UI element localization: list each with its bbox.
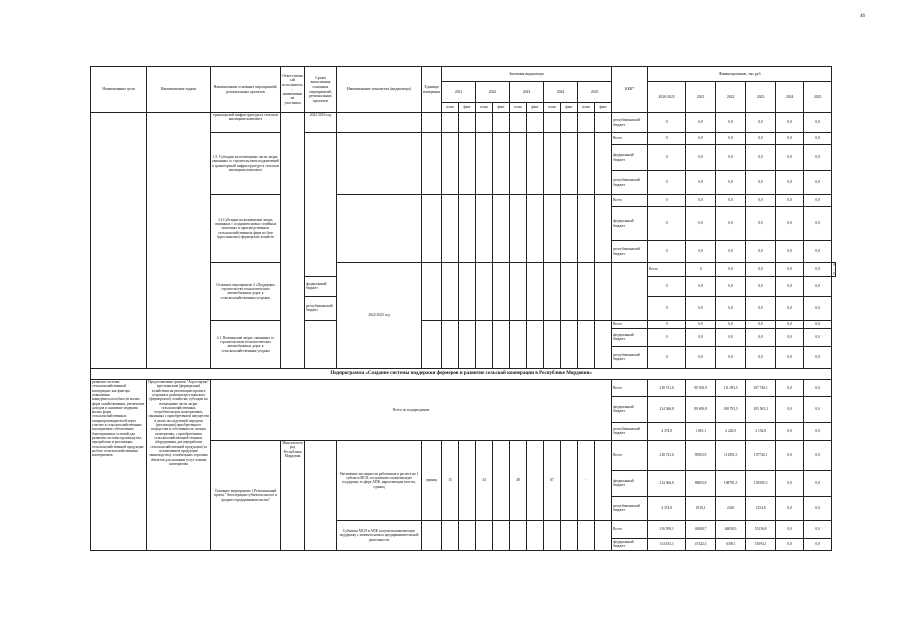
fin-value: 0,0 bbox=[716, 328, 746, 346]
fin-value: 0,0 bbox=[716, 207, 746, 241]
fin-value: 0,0 bbox=[746, 145, 776, 171]
kbk-cell: федеральный бюджет bbox=[305, 276, 337, 296]
fin-value: 214 366,8 bbox=[648, 470, 686, 496]
fin-value: 48408,7 bbox=[686, 520, 716, 538]
activity-cell: Основное мероприятие 1 Региональный проект "Акселерация субъектов малого и среднего предпринимательства" bbox=[211, 440, 281, 550]
indicator-cell: Субъекты МСП в АПК получили комплексную поддержку с момента начала предпринимательской деятельности bbox=[337, 520, 422, 550]
header-fin-year: 2023 bbox=[746, 82, 776, 113]
fin-value: 0 bbox=[648, 113, 686, 133]
empty-cell bbox=[281, 113, 305, 369]
fin-value: 0,0 bbox=[686, 276, 716, 296]
fin-value: 0,0 bbox=[776, 440, 804, 470]
fin-value: 1810,1 bbox=[686, 496, 716, 520]
table-row bbox=[91, 379, 836, 396]
activity-cell: Основное мероприятие 4 «Поддержка строительства технологических автомобильных дорог к сельскохозяйственным угодьям» bbox=[211, 263, 281, 321]
responsible-cell: Минсельхозпрод Республики Мордовия bbox=[281, 440, 305, 550]
fin-value: 0 bbox=[648, 171, 686, 195]
fin-value: 114 633,1 bbox=[648, 538, 686, 550]
fin-value: 0,0 bbox=[776, 276, 804, 296]
plan-value: 34 bbox=[476, 440, 493, 520]
fin-value: 0,0 bbox=[716, 346, 746, 368]
fin-value: 4 374,8 bbox=[648, 496, 686, 520]
fin-value: 0,0 bbox=[686, 195, 716, 207]
fin-value: 108 781,5 bbox=[716, 396, 746, 422]
fin-value: 0 bbox=[648, 328, 686, 346]
empty-cell bbox=[147, 113, 211, 369]
header-year: 2023 bbox=[510, 82, 544, 103]
fin-value: 0,0 bbox=[776, 296, 804, 320]
fin-value: 0,0 bbox=[804, 263, 832, 277]
header-plan: план bbox=[476, 103, 493, 113]
activity-cell: транспортной инфраструктуры в сельском жилищном комплексе bbox=[211, 113, 281, 133]
fin-value: 214 366,8 bbox=[648, 396, 686, 422]
fin-value: 0,0 bbox=[804, 296, 832, 320]
header-plan: план bbox=[578, 103, 595, 113]
fin-value: 0,0 bbox=[804, 520, 832, 538]
kbk-cell: федеральный бюджет bbox=[612, 145, 648, 171]
fin-value: 0,0 bbox=[716, 320, 746, 328]
header-responsible: Ответственный исполнитель, наименование участника bbox=[281, 67, 305, 113]
fin-value: 0,0 bbox=[804, 346, 832, 368]
fin-value: 0 bbox=[648, 133, 686, 145]
kbk-cell: Всего bbox=[612, 133, 648, 145]
fin-value: 0 bbox=[686, 263, 716, 277]
header-kbk: КБК* bbox=[612, 67, 648, 113]
fin-value: 0,0 bbox=[776, 396, 804, 422]
fin-value: 0,0 bbox=[716, 276, 746, 296]
plan-value: 15 bbox=[442, 440, 459, 520]
header-fin-year: 2022 bbox=[716, 82, 746, 113]
plan-value: 67 bbox=[544, 440, 561, 520]
kbk-cell: Всего bbox=[612, 520, 648, 538]
fin-value: 0,0 bbox=[776, 145, 804, 171]
kbk-cell: Всего bbox=[612, 320, 648, 328]
fin-value: 0,0 bbox=[776, 470, 804, 496]
header-indicator: Наименование показателя (индикатора) bbox=[337, 67, 422, 113]
kbk-cell: федеральный бюджет bbox=[612, 470, 648, 496]
kbk-cell: республиканский бюджет bbox=[305, 296, 337, 320]
header-fact: факт bbox=[595, 103, 612, 113]
fin-value: 2154,8 bbox=[746, 496, 776, 520]
fin-value: 0,0 bbox=[746, 195, 776, 207]
activity-cell: 1.5. Субсидии на возмещение части затрат, связанных со строительством подключений к транспортной инфраструктуре в сельском жилищном комплексе bbox=[211, 133, 281, 195]
fin-value: 0,0 bbox=[686, 133, 716, 145]
fin-value: 0,0 bbox=[686, 320, 716, 328]
empty-cell bbox=[305, 133, 337, 277]
fin-value: 0,0 bbox=[804, 113, 832, 133]
goal-cell: развитие системы сельскохозяйственной кооперации, как фактора повышения конкурентоспособности малых форм хозяйствования, увеличение доходов и снижение издержек малых форм сельскохозяйственных товаропроизводителей через участие в сельскохозяйственных кооперативах; обеспечение благоприятных условий для развития системы производства, переработки и реализации сельскохозяйственной продукции на базе сельскохозяйственных кооперативов bbox=[91, 379, 147, 550]
plan-value: 48 bbox=[510, 440, 527, 520]
empty-cell bbox=[91, 113, 147, 369]
header-activity: Наименование основных мероприятий, региональных проектов bbox=[211, 67, 281, 113]
fin-value: 0 bbox=[648, 241, 686, 263]
fin-value: 0,0 bbox=[746, 241, 776, 263]
subprogram-title: Подпрограмма «Создание системы поддержки фермеров и развитие сельской кооперации в Республике Мордовия» bbox=[91, 368, 832, 379]
fin-value: 64058,3 bbox=[716, 520, 746, 538]
header-year: 2021 bbox=[442, 82, 476, 103]
table-row bbox=[91, 113, 836, 133]
fin-value: 90503,9 bbox=[686, 440, 716, 470]
header-plan: план bbox=[510, 103, 527, 113]
kbk-cell: Всего bbox=[612, 379, 648, 396]
fin-value: 0,0 bbox=[716, 171, 746, 195]
kbk-cell: республиканский бюджет bbox=[612, 241, 648, 263]
fin-value: 51094,1 bbox=[746, 538, 776, 550]
header-indicator-values: Значения индикатора bbox=[442, 67, 612, 82]
fin-value: 0,0 bbox=[804, 171, 832, 195]
fin-value: 0,0 bbox=[804, 276, 832, 296]
fin-value: 0,0 bbox=[746, 346, 776, 368]
fin-value: 0,0 bbox=[716, 296, 746, 320]
fin-value: 0,0 bbox=[746, 171, 776, 195]
fin-value: 105 565,3 bbox=[746, 396, 776, 422]
fin-value: 0,0 bbox=[686, 171, 716, 195]
fin-value: 111001,5 bbox=[716, 440, 746, 470]
fin-value: 1 810,1 bbox=[686, 422, 716, 440]
fin-value: 0,0 bbox=[716, 145, 746, 171]
header-fact: факт bbox=[493, 103, 510, 113]
unit-cell: единиц bbox=[422, 440, 442, 520]
fin-value: 0,0 bbox=[746, 328, 776, 346]
fin-value: 0,0 bbox=[716, 241, 746, 263]
page-number: 46 bbox=[860, 14, 865, 19]
kbk-cell: федеральный бюджет bbox=[612, 396, 648, 422]
header-fin-year: 2025 bbox=[804, 82, 832, 113]
fin-value: 0,0 bbox=[804, 195, 832, 207]
fin-value: 0,0 bbox=[686, 145, 716, 171]
fin-value: 0 bbox=[648, 195, 686, 207]
kbk-cell: республиканский бюджет bbox=[612, 346, 648, 368]
kbk-cell: федеральный бюджет bbox=[612, 328, 648, 346]
fin-value: 0,0 bbox=[776, 207, 804, 241]
fin-value: 2220 bbox=[716, 496, 746, 520]
header-financing: Финансирование, тыс.руб bbox=[648, 67, 832, 82]
fin-value: 0,0 bbox=[716, 113, 746, 133]
fin-value: 0,0 bbox=[776, 379, 804, 396]
fin-value: 0,0 bbox=[804, 422, 832, 440]
deadline-cell: 2022-2023 год bbox=[305, 113, 337, 133]
header-year: 2024 bbox=[544, 82, 578, 103]
fin-value: 0,0 bbox=[804, 320, 832, 328]
fin-value: 0,0 bbox=[804, 379, 832, 396]
fin-value: 0,0 bbox=[776, 496, 804, 520]
fin-value: 0 bbox=[648, 320, 686, 328]
header-fin-year: 2020-2025 bbox=[648, 82, 686, 113]
fin-value: 47442,3 bbox=[686, 538, 716, 550]
fin-value: 0,0 bbox=[804, 241, 832, 263]
fin-value: 0,0 bbox=[776, 328, 804, 346]
fin-value: 0,0 bbox=[716, 133, 746, 145]
kbk-cell: федеральный бюджет bbox=[612, 538, 648, 550]
program-table bbox=[90, 66, 836, 551]
fin-value: 53136,8 bbox=[746, 520, 776, 538]
subprogram-row bbox=[91, 368, 836, 379]
kbk-cell: республиканский бюджет bbox=[612, 422, 648, 440]
header-unit: Единица измерения bbox=[422, 67, 442, 113]
activity-cell: 4.1. Возмещение затрат, связанных со строительством технологических автомобильных дорог к сельскохозяйственным угодьям bbox=[211, 320, 281, 368]
fin-value: 0,0 bbox=[804, 470, 832, 496]
fin-value: 105585,3 bbox=[746, 470, 776, 496]
kbk-cell: федеральный бюджет bbox=[612, 207, 648, 241]
fin-value: 0,0 bbox=[776, 263, 804, 277]
indicator-cell: Увеличение численности работников в расчете на 1 субъекта МСП, получившего комплексную поддержку в сфере АПК, нарастающим итогом, единиц bbox=[337, 440, 422, 520]
fin-value: 0 bbox=[648, 145, 686, 171]
fin-value: 0 bbox=[648, 276, 686, 296]
fin-value: 0,0 bbox=[776, 195, 804, 207]
fin-value: 0,0 bbox=[776, 346, 804, 368]
kbk-cell: Всего bbox=[612, 195, 648, 207]
fin-value: 0,0 bbox=[776, 241, 804, 263]
header-fact: факт bbox=[561, 103, 578, 113]
header-plan: план bbox=[442, 103, 459, 113]
fin-value: 0,0 bbox=[686, 207, 716, 241]
kbk-cell: республиканский бюджет bbox=[612, 113, 648, 133]
header-year: 2022 bbox=[476, 82, 510, 103]
fin-value: 88693,8 bbox=[686, 470, 716, 496]
fin-value: 2 220,0 bbox=[716, 422, 746, 440]
fin-value: 0,0 bbox=[833, 263, 835, 276]
fin-value: 0,0 bbox=[686, 346, 716, 368]
fin-value: 0,0 bbox=[776, 520, 804, 538]
header-goal: Наименование цели bbox=[91, 67, 147, 113]
fin-value: 107 740,1 bbox=[746, 379, 776, 396]
header-fin-year: 2024 bbox=[776, 82, 804, 113]
fin-value: 0,0 bbox=[716, 195, 746, 207]
header-plan: план bbox=[544, 103, 561, 113]
fin-value: 0,0 bbox=[686, 113, 716, 133]
header-task: Наименование задачи bbox=[147, 67, 211, 113]
fin-value: 0,0 bbox=[804, 207, 832, 241]
fin-value: 111 093,5 bbox=[716, 379, 746, 396]
fin-value: 0,0 bbox=[746, 133, 776, 145]
fin-value: 0,0 bbox=[746, 207, 776, 241]
fin-value: 0 bbox=[648, 296, 686, 320]
fin-value: 0,0 bbox=[776, 422, 804, 440]
fin-value: 0,0 bbox=[776, 133, 804, 145]
fin-value: 0,0 bbox=[746, 296, 776, 320]
header-fin-year: 2021 bbox=[686, 82, 716, 113]
fin-value: 89 693,8 bbox=[686, 396, 716, 422]
fin-value: 2 154,8 bbox=[746, 422, 776, 440]
fin-value: 108781,5 bbox=[716, 470, 746, 496]
header-deadline: Сроки выполнения основных мероприятий, региональных проектов bbox=[305, 67, 337, 113]
fin-value: 218 741,6 bbox=[648, 379, 686, 396]
fin-value: 0,0 bbox=[776, 320, 804, 328]
fin-value: 0,0 bbox=[804, 133, 832, 145]
fin-value: 0,0 bbox=[686, 296, 716, 320]
kbk-cell: Всего bbox=[612, 440, 648, 470]
fin-value: 0,0 bbox=[804, 145, 832, 171]
fin-value: 0,0 bbox=[746, 320, 776, 328]
fin-value: 0,0 bbox=[776, 113, 804, 133]
kbk-cell: республиканский бюджет bbox=[612, 496, 648, 520]
fin-value: 218 741,6 bbox=[648, 440, 686, 470]
header-row bbox=[91, 67, 836, 82]
fin-value: 107740,1 bbox=[746, 440, 776, 470]
fin-value: 0,0 bbox=[746, 263, 776, 277]
fin-value: 0,0 bbox=[716, 263, 746, 277]
fin-value: 0,0 bbox=[804, 496, 832, 520]
fin-value: 0 bbox=[648, 346, 686, 368]
fin-value: 4 374,8 bbox=[648, 422, 686, 440]
fin-value: 0,0 bbox=[686, 241, 716, 263]
kbk-cell: республиканский бюджет bbox=[612, 171, 648, 195]
fin-value: 0,0 bbox=[804, 328, 832, 346]
fin-value: 0,0 bbox=[804, 440, 832, 470]
fin-value: 116 599,1 bbox=[648, 520, 686, 538]
fin-value: 0,0 bbox=[804, 396, 832, 422]
fin-value: 63561 bbox=[716, 538, 746, 550]
plan-value: - bbox=[578, 440, 595, 520]
fin-value: 0,0 bbox=[686, 328, 716, 346]
header-year: 2025 bbox=[578, 82, 612, 103]
deadline-cell: 2022-2025 год bbox=[337, 263, 422, 369]
fin-value: 0,0 bbox=[746, 113, 776, 133]
task-cell: Предоставление грантов "Агростартап" крестьянским (фермерским) хозяйствам на реализацию проекта создания и развития крестьянского (фермерского) хозяйства; субсидии на возмещение части затрат сельскохозяйственных потребительских кооперативов, связанных с приобретением имущества в целях последующей передачи (реализации) приобретенного имущества в собственность членам кооператива, с приобретением сельскохозяйственной техники, оборудования для переработки сельскохозяйственной продукции (за исключением продукции свиноводства), и мобильных торговых объектов для оказания услуг членам кооператива bbox=[147, 379, 211, 550]
kbk-cell: Всего bbox=[648, 263, 686, 277]
header-fact: факт bbox=[527, 103, 544, 113]
activity-cell: 3.4 Субсидии на возмещение затрат, связанных с созданием новых семейных молочных и производственных сельскохозяйственных ферм на базе (крестьянских) фермерских хозяйств bbox=[211, 195, 281, 263]
fin-value: 0,0 bbox=[776, 171, 804, 195]
fin-value: 90 503,9 bbox=[686, 379, 716, 396]
fin-value: 0,0 bbox=[804, 538, 832, 550]
fin-value: 0,0 bbox=[746, 276, 776, 296]
fin-value: 0 bbox=[648, 207, 686, 241]
header-fact: факт bbox=[459, 103, 476, 113]
subprogram-total-label: Всего по подпрограмме bbox=[211, 379, 612, 440]
fin-value: 0,0 bbox=[776, 538, 804, 550]
